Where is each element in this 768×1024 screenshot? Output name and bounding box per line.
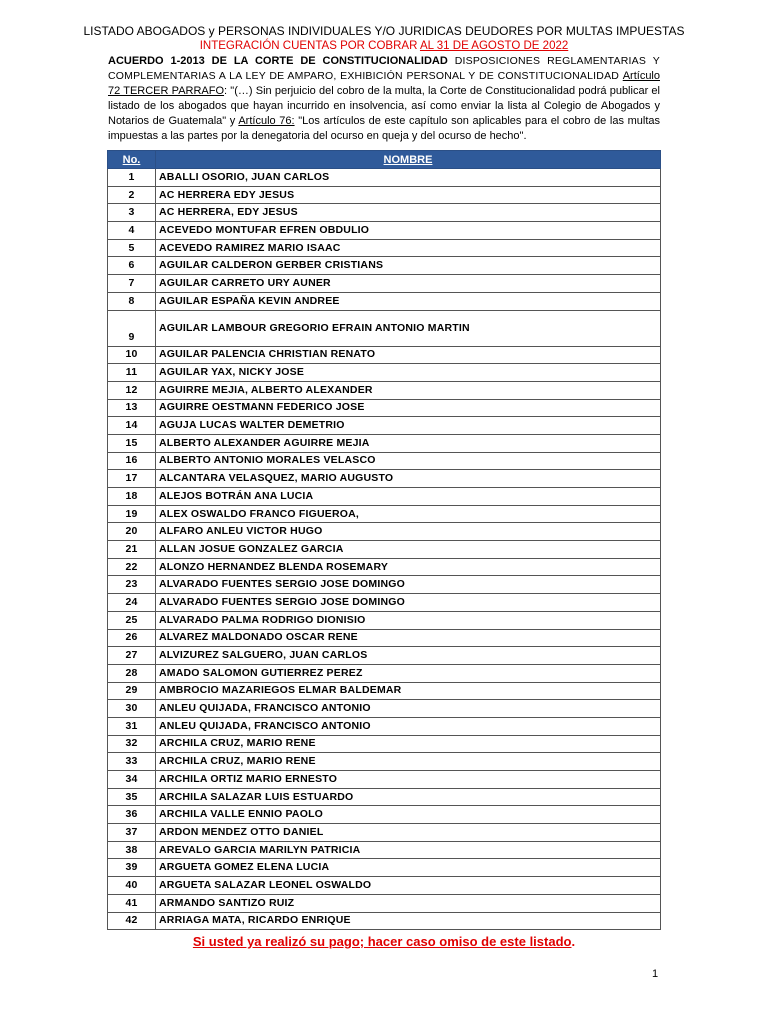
row-name: AGUILAR ESPAÑA KEVIN ANDREE bbox=[156, 292, 661, 310]
table-row bbox=[108, 682, 661, 700]
table-row bbox=[108, 169, 661, 187]
row-number: 29 bbox=[108, 682, 156, 700]
row-number: 20 bbox=[108, 523, 156, 541]
table-row bbox=[108, 576, 661, 594]
row-name: AGUJA LUCAS WALTER DEMETRIO bbox=[156, 417, 661, 435]
subtitle-prefix: INTEGRACIÓN CUENTAS POR COBRAR bbox=[199, 40, 420, 52]
payment-notice bbox=[0, 934, 768, 949]
table-row bbox=[108, 292, 661, 310]
row-name: ALEJOS BOTRÁN ANA LUCIA bbox=[156, 488, 661, 506]
row-name: ALVARADO FUENTES SERGIO JOSE DOMINGO bbox=[156, 594, 661, 612]
row-name: ALVAREZ MALDONADO OSCAR RENE bbox=[156, 629, 661, 647]
row-number: 41 bbox=[108, 894, 156, 912]
row-name: ARCHILA ORTIZ MARIO ERNESTO bbox=[156, 771, 661, 789]
table-row bbox=[108, 523, 661, 541]
table-header-row bbox=[108, 151, 661, 169]
row-number: 34 bbox=[108, 771, 156, 789]
row-number: 23 bbox=[108, 576, 156, 594]
table-row bbox=[108, 346, 661, 364]
row-name: AGUIRRE MEJIA, ALBERTO ALEXANDER bbox=[156, 381, 661, 399]
table-row bbox=[108, 541, 661, 559]
row-number: 10 bbox=[108, 346, 156, 364]
row-name: AGUILAR PALENCIA CHRISTIAN RENATO bbox=[156, 346, 661, 364]
row-name: ALONZO HERNANDEZ BLENDA ROSEMARY bbox=[156, 558, 661, 576]
table-row bbox=[108, 275, 661, 293]
row-number: 30 bbox=[108, 700, 156, 718]
table-row bbox=[108, 452, 661, 470]
row-name: ALFARO ANLEU VICTOR HUGO bbox=[156, 523, 661, 541]
table-row bbox=[108, 664, 661, 682]
row-number: 39 bbox=[108, 859, 156, 877]
row-name: AC HERRERA EDY JESUS bbox=[156, 186, 661, 204]
table-row bbox=[108, 204, 661, 222]
row-number: 17 bbox=[108, 470, 156, 488]
table-row bbox=[108, 859, 661, 877]
table-row bbox=[108, 824, 661, 842]
row-name: ARGUETA GOMEZ ELENA LUCIA bbox=[156, 859, 661, 877]
agreement-reference: ACUERDO 1-2013 DE LA CORTE DE CONSTITUCIONALIDAD bbox=[108, 55, 448, 67]
row-number: 22 bbox=[108, 558, 156, 576]
column-header-name: NOMBRE bbox=[156, 151, 661, 169]
row-name: ANLEU QUIJADA, FRANCISCO ANTONIO bbox=[156, 717, 661, 735]
row-number: 6 bbox=[108, 257, 156, 275]
table-row bbox=[108, 877, 661, 895]
row-name: ARCHILA VALLE ENNIO PAOLO bbox=[156, 806, 661, 824]
table-row bbox=[108, 186, 661, 204]
row-name: AMADO SALOMON GUTIERREZ PEREZ bbox=[156, 664, 661, 682]
row-number: 37 bbox=[108, 824, 156, 842]
table-row bbox=[108, 753, 661, 771]
article-76-text: "Los artículos de este capítulo son aplicables para el cobro de las multas impuestas a las partes por la denegatoria del ocurso en queja y del ocurso de hecho". bbox=[108, 115, 660, 142]
row-number: 32 bbox=[108, 735, 156, 753]
row-name: ALEX OSWALDO FRANCO FIGUEROA, bbox=[156, 505, 661, 523]
debtors-table bbox=[107, 150, 661, 930]
table-row bbox=[108, 239, 661, 257]
row-name: ALVARADO FUENTES SERGIO JOSE DOMINGO bbox=[156, 576, 661, 594]
row-name: AREVALO GARCIA MARILYN PATRICIA bbox=[156, 841, 661, 859]
table-row bbox=[108, 629, 661, 647]
table-row bbox=[108, 558, 661, 576]
row-number: 26 bbox=[108, 629, 156, 647]
row-number: 40 bbox=[108, 877, 156, 895]
row-name: ARRIAGA MATA, RICARDO ENRIQUE bbox=[156, 912, 661, 930]
article-72-ref: Artículo 72 TERCER PARRAFO bbox=[108, 70, 660, 97]
table-row bbox=[108, 912, 661, 930]
table-row bbox=[108, 470, 661, 488]
table-row bbox=[108, 417, 661, 435]
row-name: AGUIRRE OESTMANN FEDERICO JOSE bbox=[156, 399, 661, 417]
row-number: 36 bbox=[108, 806, 156, 824]
row-name: ALVARADO PALMA RODRIGO DIONISIO bbox=[156, 611, 661, 629]
row-name: AC HERRERA, EDY JESUS bbox=[156, 204, 661, 222]
row-number: 27 bbox=[108, 647, 156, 665]
table-row bbox=[108, 364, 661, 382]
table-row bbox=[108, 381, 661, 399]
row-name: ACEVEDO RAMIREZ MARIO ISAAC bbox=[156, 239, 661, 257]
row-name: ALCANTARA VELASQUEZ, MARIO AUGUSTO bbox=[156, 470, 661, 488]
row-name: ABALLI OSORIO, JUAN CARLOS bbox=[156, 169, 661, 187]
table-row bbox=[108, 841, 661, 859]
row-number: 12 bbox=[108, 381, 156, 399]
table-row bbox=[108, 399, 661, 417]
table-row bbox=[108, 310, 661, 346]
row-number: 11 bbox=[108, 364, 156, 382]
table-body bbox=[108, 169, 661, 930]
row-number: 3 bbox=[108, 204, 156, 222]
table-row bbox=[108, 488, 661, 506]
row-number: 2 bbox=[108, 186, 156, 204]
table-row bbox=[108, 594, 661, 612]
row-name: ARMANDO SANTIZO RUIZ bbox=[156, 894, 661, 912]
table-row bbox=[108, 894, 661, 912]
row-number: 9 bbox=[108, 310, 156, 346]
row-number: 42 bbox=[108, 912, 156, 930]
row-number: 28 bbox=[108, 664, 156, 682]
row-name: ARGUETA SALAZAR LEONEL OSWALDO bbox=[156, 877, 661, 895]
page-number: 1 bbox=[652, 968, 659, 980]
row-name: ALBERTO ALEXANDER AGUIRRE MEJIA bbox=[156, 434, 661, 452]
article-76-ref: Artículo 76: bbox=[238, 115, 295, 127]
table-row bbox=[108, 700, 661, 718]
row-number: 13 bbox=[108, 399, 156, 417]
row-number: 24 bbox=[108, 594, 156, 612]
row-number: 25 bbox=[108, 611, 156, 629]
row-number: 31 bbox=[108, 717, 156, 735]
document-subtitle bbox=[0, 39, 768, 53]
provisions-text: DISPOSICIONES REGLAMENTARIAS Y COMPLEMENTARIAS A LA LEY DE AMPARO, EXHIBICIÓN PERSONAL Y DE CONSTITUCIONALIDAD bbox=[108, 55, 660, 82]
row-name: ALLAN JOSUE GONZALEZ GARCIA bbox=[156, 541, 661, 559]
row-number: 16 bbox=[108, 452, 156, 470]
table-row bbox=[108, 788, 661, 806]
payment-notice-end: . bbox=[571, 934, 576, 949]
row-name: ARDON MENDEZ OTTO DANIEL bbox=[156, 824, 661, 842]
column-header-number: No. bbox=[108, 151, 156, 169]
row-number: 5 bbox=[108, 239, 156, 257]
row-name: ANLEU QUIJADA, FRANCISCO ANTONIO bbox=[156, 700, 661, 718]
table-row bbox=[108, 505, 661, 523]
row-name: ARCHILA SALAZAR LUIS ESTUARDO bbox=[156, 788, 661, 806]
row-name: AGUILAR CARRETO URY AUNER bbox=[156, 275, 661, 293]
row-name: ALVIZUREZ SALGUERO, JUAN CARLOS bbox=[156, 647, 661, 665]
row-name: AGUILAR YAX, NICKY JOSE bbox=[156, 364, 661, 382]
row-number: 7 bbox=[108, 275, 156, 293]
table-row bbox=[108, 806, 661, 824]
row-number: 19 bbox=[108, 505, 156, 523]
row-number: 33 bbox=[108, 753, 156, 771]
row-name: ACEVEDO MONTUFAR EFREN OBDULIO bbox=[156, 222, 661, 240]
table-row bbox=[108, 222, 661, 240]
row-name: ARCHILA CRUZ, MARIO RENE bbox=[156, 753, 661, 771]
row-name: AMBROCIO MAZARIEGOS ELMAR BALDEMAR bbox=[156, 682, 661, 700]
subtitle-date: AL 31 DE AGOSTO DE 2022 bbox=[419, 40, 569, 52]
table-row bbox=[108, 771, 661, 789]
row-name: ALBERTO ANTONIO MORALES VELASCO bbox=[156, 452, 661, 470]
table-row bbox=[108, 647, 661, 665]
row-number: 8 bbox=[108, 292, 156, 310]
row-name: AGUILAR LAMBOUR GREGORIO EFRAIN ANTONIO MARTIN bbox=[156, 310, 661, 346]
legal-intro bbox=[108, 54, 660, 144]
row-number: 1 bbox=[108, 169, 156, 187]
row-number: 35 bbox=[108, 788, 156, 806]
row-number: 14 bbox=[108, 417, 156, 435]
row-number: 18 bbox=[108, 488, 156, 506]
row-number: 4 bbox=[108, 222, 156, 240]
row-number: 21 bbox=[108, 541, 156, 559]
table-row bbox=[108, 434, 661, 452]
row-number: 38 bbox=[108, 841, 156, 859]
row-number: 15 bbox=[108, 434, 156, 452]
table-row bbox=[108, 611, 661, 629]
row-name: AGUILAR CALDERON GERBER CRISTIANS bbox=[156, 257, 661, 275]
table-row bbox=[108, 257, 661, 275]
row-name: ARCHILA CRUZ, MARIO RENE bbox=[156, 735, 661, 753]
article-72-text: : "(…) Sin perjuicio del cobro de la multa, la Corte de Constitucionalidad podrá publicar el listado de los abogados que hayan incurrido en insolvencia, así como enviar la lista al Colegio de Abogados y Notarios de Guatemala" y bbox=[108, 85, 660, 127]
table-row bbox=[108, 717, 661, 735]
table-row bbox=[108, 735, 661, 753]
document-title: LISTADO ABOGADOS y PERSONAS INDIVIDUALES Y/O JURIDICAS DEUDORES POR MULTAS IMPUESTAS bbox=[83, 24, 685, 38]
payment-notice-text: Si usted ya realizó su pago; hacer caso omiso de este listado bbox=[192, 934, 572, 949]
